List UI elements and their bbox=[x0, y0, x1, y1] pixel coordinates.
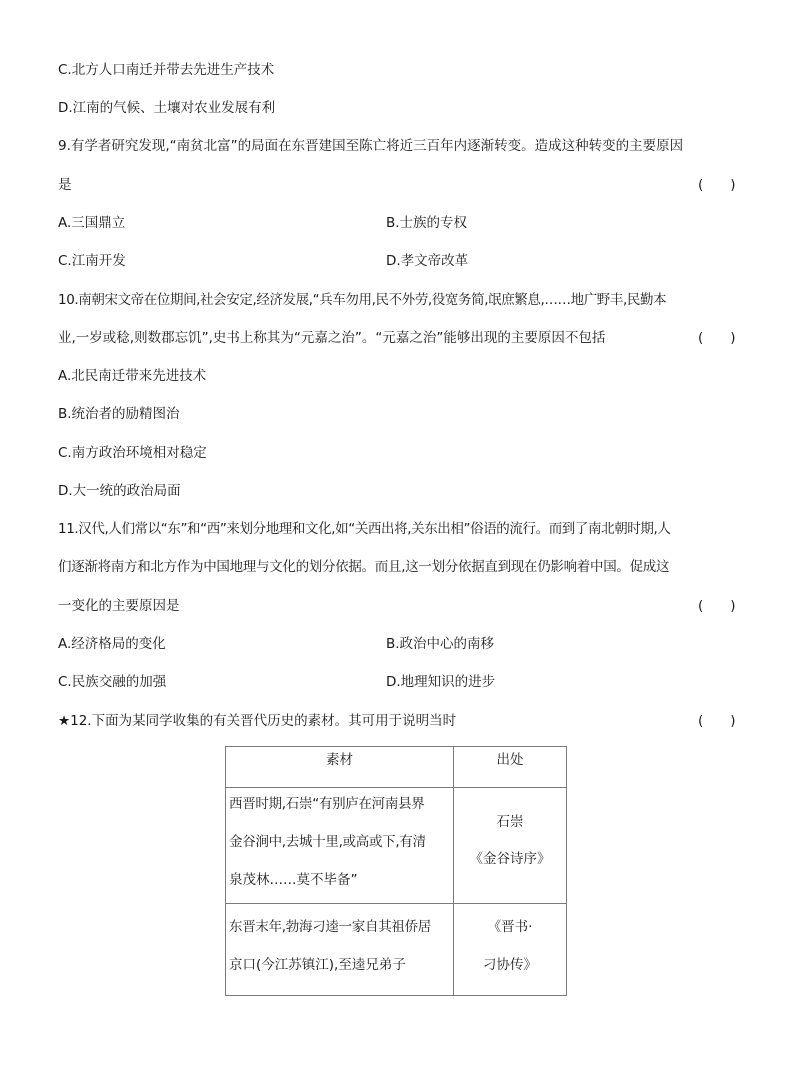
table-row-divider bbox=[226, 903, 566, 904]
table-row1-material-line3: 泉茂林……莫不毕备” bbox=[229, 872, 358, 888]
table-row1-source-line1: 石崇 bbox=[496, 814, 524, 830]
table-header-material: 素材 bbox=[326, 752, 353, 768]
q10-option-a: A.北民南迁带来先进技术 bbox=[58, 368, 207, 384]
table-row2-material-line1: 东晋末年,勃海刁逵一家自其祖侨居 bbox=[229, 919, 431, 935]
q10-answer-paren: ( ) bbox=[698, 330, 736, 346]
table-row1-material-line1: 西晋时期,石崇“有别庐在河南县界 bbox=[229, 796, 425, 812]
q10-stem-line2: 业,一岁或稔,则数郡忘饥”,史书上称其为“元嘉之治”。“元嘉之治”能够出现的主要原因不包括 bbox=[58, 330, 606, 346]
table-header-source: 出处 bbox=[496, 752, 524, 768]
q12-source-table bbox=[225, 746, 567, 996]
q10-stem-line1: 10.南朝宋文帝在位期间,社会安定,经济发展,“兵车勿用,民不外劳,役宽务简,氓庶繁息,……地广野丰,民勤本 bbox=[58, 292, 667, 308]
q9-option-d: D.孝文帝改革 bbox=[386, 253, 469, 269]
q10-option-d: D.大一统的政治局面 bbox=[58, 483, 181, 499]
q11-answer-paren: ( ) bbox=[698, 598, 736, 614]
q11-option-c: C.民族交融的加强 bbox=[58, 674, 167, 690]
q11-stem-line2: 们逐渐将南方和北方作为中国地理与文化的划分依据。而且,这一划分依据直到现在仍影响着中国。促成这 bbox=[58, 559, 670, 575]
q8-option-d: D.江南的气候、土壤对农业发展有利 bbox=[58, 100, 276, 116]
q9-stem-line2: 是 bbox=[58, 177, 72, 193]
table-header-divider bbox=[226, 787, 566, 788]
table-row2-source-line1: 《晋书· bbox=[487, 919, 533, 935]
q11-option-b: B.政治中心的南移 bbox=[386, 636, 495, 652]
table-row2-material-line2: 京口(今江苏镇江),至逵兄弟子 bbox=[229, 957, 406, 973]
q11-stem-line3: 一变化的主要原因是 bbox=[58, 598, 180, 614]
q9-option-a: A.三国鼎立 bbox=[58, 215, 126, 231]
q9-stem-line1: 9.有学者研究发现,“南贫北富”的局面在东晋建国至陈亡将近三百年内逐渐转变。造成这种转变的主要原因 bbox=[58, 138, 684, 154]
q11-option-a: A.经济格局的变化 bbox=[58, 636, 166, 652]
table-row1-material-line2: 金谷涧中,去城十里,或高或下,有清 bbox=[229, 834, 426, 850]
q10-option-c: C.南方政治环境相对稳定 bbox=[58, 445, 207, 461]
q10-option-b: B.统治者的励精图治 bbox=[58, 406, 180, 422]
q9-option-b: B.士族的专权 bbox=[386, 215, 468, 231]
table-row1-source-line2: 《金谷诗序》 bbox=[469, 851, 551, 867]
q8-option-c: C.北方人口南迁并带去先进生产技术 bbox=[58, 62, 275, 78]
q12-answer-paren: ( ) bbox=[698, 713, 736, 729]
q9-option-c: C.江南开发 bbox=[58, 253, 126, 269]
table-row2-source-line2: 刁协传》 bbox=[483, 957, 537, 973]
q9-answer-paren: ( ) bbox=[698, 177, 736, 193]
q11-option-d: D.地理知识的进步 bbox=[386, 674, 496, 690]
q12-stem: ★12.下面为某同学收集的有关晋代历史的素材。其可用于说明当时 bbox=[58, 713, 457, 729]
q11-stem-line1: 11.汉代,人们常以“东”和“西”来划分地理和文化,如“关西出将,关东出相”俗语的流行。而到了南北朝时期,人 bbox=[58, 521, 671, 537]
